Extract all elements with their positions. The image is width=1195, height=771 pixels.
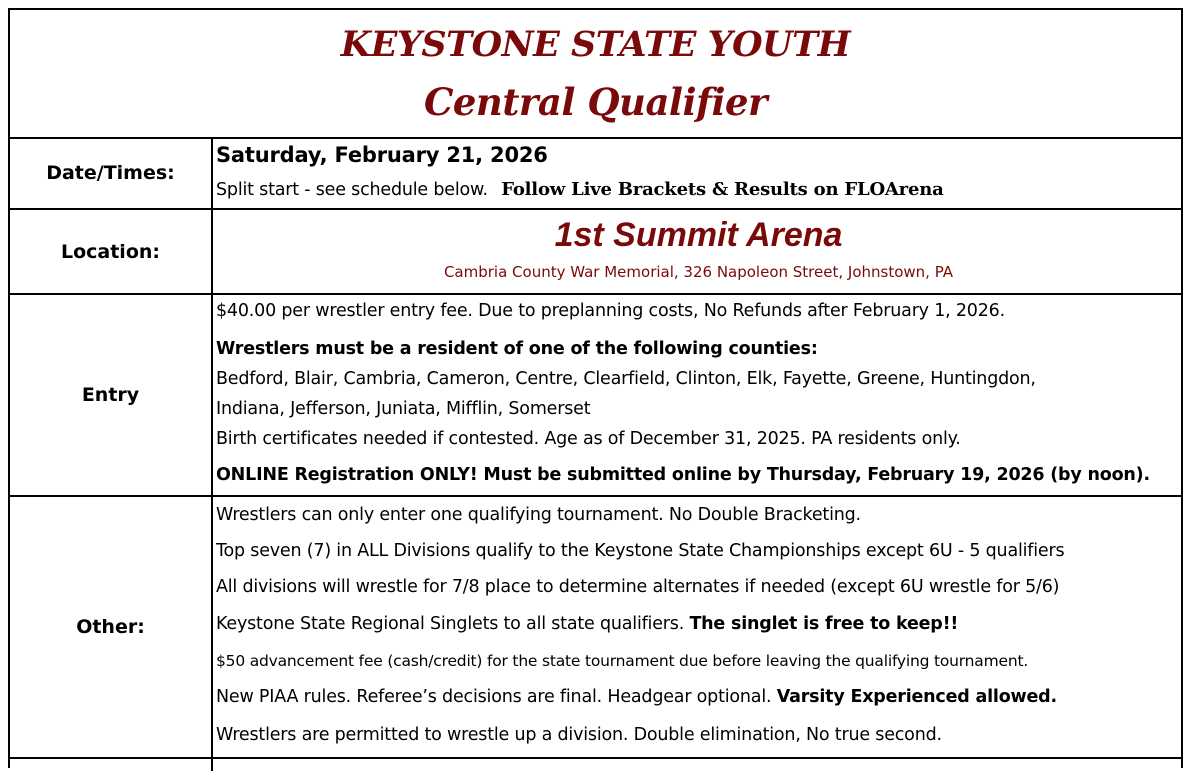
flyer-sheet — [8, 8, 1183, 768]
live-brackets-text: Follow Live Brackets & Results on FLOArena — [501, 179, 944, 200]
other-line-2: Top seven (7) in ALL Divisions qualify to the Keystone State Championships except 6U - 5 qualifiers — [216, 541, 1065, 561]
online-registration-text: ONLINE Registration ONLY! Must be submitted online by Thursday, February 19, 2026 (by noon). — [216, 465, 1150, 485]
entry-label: Entry — [10, 295, 213, 495]
other-row — [10, 497, 1181, 759]
schedule-line — [216, 179, 944, 200]
entry-row — [10, 295, 1181, 497]
other-line-3: All divisions will wrestle for 7/8 place to determine alternates if needed (except 6U wrestle for 5/6) — [216, 577, 1060, 597]
entry-fee-text: $40.00 per wrestler entry fee. Due to preplanning costs, No Refunds after February 1, 2026. — [216, 301, 1005, 321]
location-label: Location: — [10, 210, 213, 293]
counties-line-2: Indiana, Jefferson, Juniata, Mifflin, Somerset — [216, 399, 591, 419]
other-content — [216, 497, 1181, 757]
date-times-content — [216, 137, 1181, 208]
split-start-text: Split start - see schedule below. — [216, 180, 488, 200]
arena-address: Cambria County War Memorial, 326 Napoleon Street, Johnstown, PA — [443, 263, 954, 281]
counties-line-1: Bedford, Blair, Cambria, Cameron, Centre, Clearfield, Clinton, Elk, Fayette, Greene, Huntingdon, — [216, 369, 1036, 389]
date-times-label: Date/Times: — [10, 137, 213, 208]
other-line-5: $50 advancement fee (cash/credit) for the state tournament due before leaving the qualifying tournament. — [216, 652, 1029, 670]
other-line-4 — [216, 614, 958, 634]
other-line-1: Wrestlers can only enter one qualifying tournament. No Double Bracketing. — [216, 505, 861, 525]
event-subtitle: Central Qualifier — [423, 80, 768, 124]
location-row — [10, 210, 1181, 295]
event-date: Saturday, February 21, 2026 — [216, 143, 548, 167]
singlet-free-text: The singlet is free to keep!! — [689, 614, 959, 634]
date-times-row — [10, 137, 1181, 210]
arena-name: 1st Summit Arena — [554, 216, 843, 254]
next-row-stub — [10, 759, 213, 771]
other-label: Other: — [10, 497, 213, 757]
piaa-rules-text: New PIAA rules. Referee’s decisions are final. Headgear optional. — [216, 687, 777, 707]
residency-heading: Wrestlers must be a resident of one of the following counties: — [216, 339, 818, 359]
event-title: KEYSTONE STATE YOUTH — [340, 24, 851, 65]
other-line-6 — [216, 687, 1057, 707]
birth-certificates-text: Birth certificates needed if contested. Age as of December 31, 2025. PA residents only. — [216, 429, 961, 449]
varsity-allowed-text: Varsity Experienced allowed. — [776, 687, 1057, 707]
singlets-text: Keystone State Regional Singlets to all state qualifiers. — [216, 614, 690, 634]
location-content — [216, 210, 1181, 293]
entry-content — [216, 295, 1181, 495]
other-line-7: Wrestlers are permitted to wrestle up a division. Double elimination, No true second. — [216, 725, 942, 745]
title-block — [10, 10, 1181, 139]
